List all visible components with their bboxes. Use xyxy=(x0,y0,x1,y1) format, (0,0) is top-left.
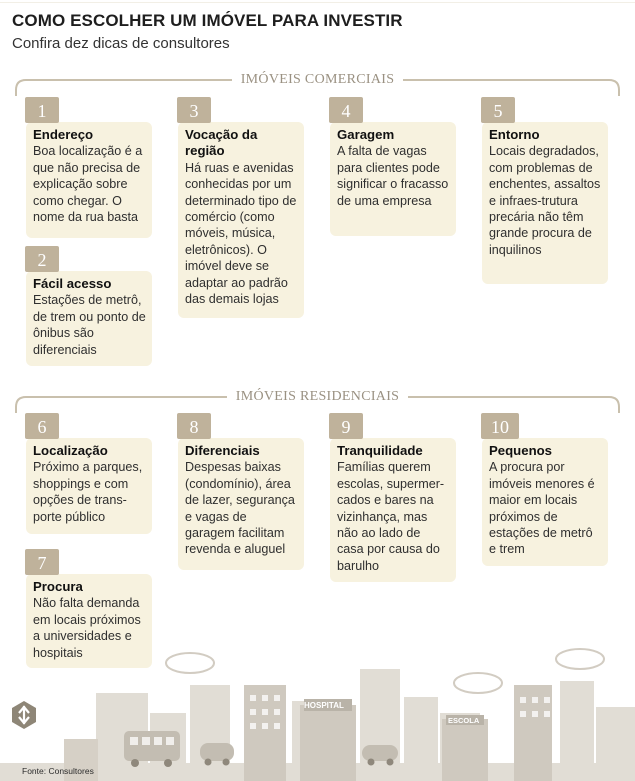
wheel-icon xyxy=(223,759,230,766)
wheel-icon xyxy=(131,759,139,767)
tip-card-1 xyxy=(26,122,152,238)
wheel-icon xyxy=(205,759,212,766)
tip-text: Despesas baixas (condomínio), área de lazer, segurança e vagas de garagem facilitam revenda e aluguel xyxy=(185,460,295,557)
tip-number: 8 xyxy=(177,413,211,439)
cloud-icon xyxy=(166,653,214,673)
wheel-icon xyxy=(387,759,394,766)
tip-text: A falta de vagas para clientes pode significar o fracasso de uma empresa xyxy=(337,144,449,208)
tip-number: 10 xyxy=(481,413,519,439)
tip-title: Entorno xyxy=(489,127,540,142)
cloud-icon xyxy=(556,649,604,669)
tip-title: Diferenciais xyxy=(185,443,260,458)
tip-text: Próximo a parques, shoppings e com opções de trans-porte público xyxy=(33,460,143,524)
bus-icon xyxy=(124,731,180,761)
page-subtitle: Confira dez dicas de consultores xyxy=(12,35,230,52)
tip-text: Locais degradados, com problemas de enchentes, assaltos e infraes-trutura precária não têm grande procura de inquilinos xyxy=(489,144,601,257)
tip-title: Localização xyxy=(33,443,108,458)
hospital-building xyxy=(300,705,356,781)
tip-title: Endereço xyxy=(33,127,94,142)
tip-title: Pequenos xyxy=(489,443,553,458)
tip-title: Tranquilidade xyxy=(337,443,423,458)
tip-title: Garagem xyxy=(337,127,395,142)
tip-text: Há ruas e avenidas conhecidas por um determinado tipo de comércio (como móveis, música, eletrônicos). O imóvel deve se adaptar ao padrão das demais lojas xyxy=(185,160,297,307)
cloud-icon xyxy=(454,673,502,693)
tip-card-6 xyxy=(26,438,152,534)
school-building xyxy=(442,719,488,781)
wheel-icon xyxy=(368,759,375,766)
tip-text: Boa localização é a que não precisa de explicação sobre como chegar. O nome da rua basta xyxy=(33,144,143,225)
page-title: COMO ESCOLHER UM IMÓVEL PARA INVESTIR xyxy=(12,11,403,30)
hospital-sign: HOSPITAL xyxy=(304,701,344,710)
tip-number: 1 xyxy=(25,97,59,123)
tip-title: Vocação da região xyxy=(185,127,258,159)
tip-text: Não falta demanda em locais próximos a universidades e hospitais xyxy=(33,596,141,660)
tip-number: 9 xyxy=(329,413,363,439)
tip-text: Estações de metrô, de trem ou ponto de ônibus são diferenciais xyxy=(33,293,146,357)
tip-number: 2 xyxy=(25,246,59,272)
section-title-commercial: IMÓVEIS COMERCIAIS xyxy=(0,72,635,88)
city-skyline-illustration xyxy=(0,641,635,781)
wheel-icon xyxy=(164,759,172,767)
tip-number: 6 xyxy=(25,413,59,439)
car-icon xyxy=(362,745,398,761)
tip-card-3 xyxy=(178,122,304,318)
tip-text: A procura por imóveis menores é maior em locais próximos de estações de metrô e trem xyxy=(489,460,595,557)
tip-number: 3 xyxy=(177,97,211,123)
tip-number: 4 xyxy=(329,97,363,123)
tip-card-4 xyxy=(330,122,456,236)
tip-title: Fácil acesso xyxy=(33,276,112,291)
tip-card-2 xyxy=(26,271,152,366)
tip-card-10 xyxy=(482,438,608,566)
school-sign: ESCOLA xyxy=(448,716,480,725)
tip-card-5 xyxy=(482,122,608,284)
tip-number: 5 xyxy=(481,97,515,123)
tip-text: Famílias querem escolas, supermer-cados e bares na vizinhança, mas não ao lado de casa por causa do barulho xyxy=(337,460,445,573)
tip-card-9 xyxy=(330,438,456,582)
source-note: Fonte: Consultores xyxy=(22,766,94,776)
publisher-logo-icon xyxy=(11,700,37,730)
tip-title: Procura xyxy=(33,579,83,594)
car-icon xyxy=(200,743,234,761)
tip-card-8 xyxy=(178,438,304,570)
section-title-residential: IMÓVEIS RESIDENCIAIS xyxy=(0,389,635,405)
tip-number: 7 xyxy=(25,549,59,575)
